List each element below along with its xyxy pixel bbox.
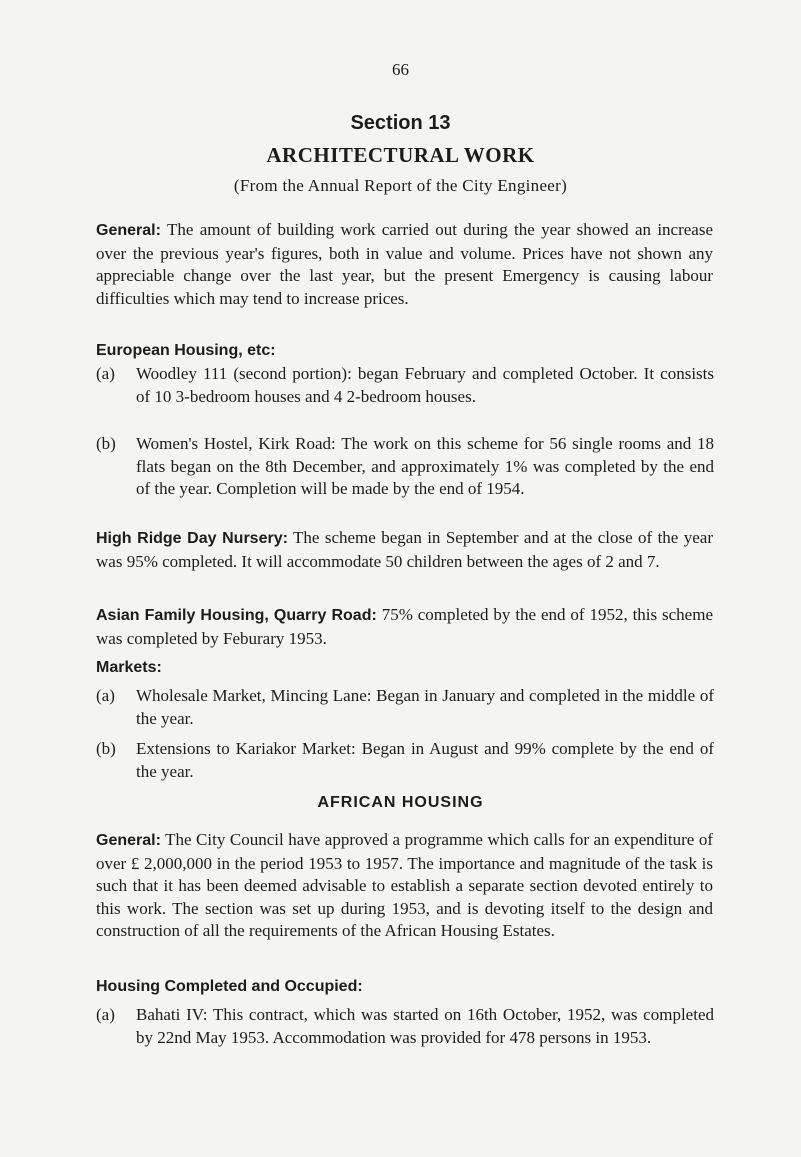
asian-housing-paragraph <box>96 604 713 650</box>
list-item <box>96 363 714 408</box>
asian-housing-text: 75% completed by the end of 1952, this scheme was completed by Feburary 1953. <box>96 605 713 648</box>
list-item <box>96 738 714 783</box>
section-heading: Section 13 <box>350 112 451 134</box>
asian-housing-heading: Asian Family Housing, Quarry Road: <box>96 607 377 624</box>
european-housing-heading: European Housing, etc: <box>96 342 276 359</box>
general-text: The amount of building work carried out during the year showed an increase over the previous year's figures, both in value and volume. Prices have not shown any appreciable change over the last year, but the present Emergency is causing labour difficulties which may tend to increase prices. <box>96 220 713 308</box>
page-title: ARCHITECTURAL WORK <box>266 143 535 167</box>
list-item-label: (a) <box>96 364 115 383</box>
list-item-text: Bahati IV: This contract, which was started on 16th October, 1952, was completed by 22nd May 1953. Accommodation was provided for 478 persons in 1953. <box>136 1005 714 1047</box>
page-subtitle: (From the Annual Report of the City Engineer) <box>233 176 568 195</box>
list-item-label: (a) <box>96 1005 115 1024</box>
african-general-heading: General: <box>96 832 161 849</box>
list-item-text: Woodley 111 (second portion): began February and completed October. It consists of 10 3-bedroom houses and 4 2-bedroom houses. <box>136 364 714 406</box>
list-item-label: (b) <box>96 739 116 758</box>
general-heading: General: <box>96 222 161 239</box>
list-item-text: Wholesale Market, Mincing Lane: Began in January and completed in the middle of the year. <box>136 686 714 728</box>
list-item <box>96 1004 714 1049</box>
markets-heading: Markets: <box>96 659 162 676</box>
african-general-paragraph <box>96 829 713 943</box>
list-item-text: Women's Hostel, Kirk Road: The work on this scheme for 56 single rooms and 18 flats began on the 8th December, and approximately 1% was completed by the end of the year. Completion will be made by the end of 1954. <box>136 434 714 499</box>
list-item-label: (a) <box>96 686 115 705</box>
african-general-text: The City Council have approved a programme which calls for an expenditure of over £ 2,000,000 in the period 1953 to 1957. The importance and magnitude of the task is such that it has been deemed advisable to establish a separate section devoted entirely to this work. The section was set up during 1953, and is devoting itself to the design and construction of all the requirements of the African Housing Estates. <box>96 830 713 941</box>
african-housing-heading: AFRICAN HOUSING <box>317 794 484 811</box>
list-item-label: (b) <box>96 434 116 453</box>
nursery-text: The scheme began in September and at the close of the year was 95% completed. It will accommodate 50 children between the ages of 2 and 7. <box>96 528 714 571</box>
general-paragraph <box>96 219 713 310</box>
list-item-text: Extensions to Kariakor Market: Began in August and 99% complete by the end of the year. <box>136 739 714 781</box>
list-item <box>96 433 714 501</box>
list-item <box>96 685 714 730</box>
housing-completed-heading: Housing Completed and Occupied: <box>96 978 363 995</box>
nursery-heading: High Ridge Day Nursery: <box>96 530 288 547</box>
nursery-paragraph <box>96 527 713 573</box>
page-number: 66 <box>392 60 409 79</box>
